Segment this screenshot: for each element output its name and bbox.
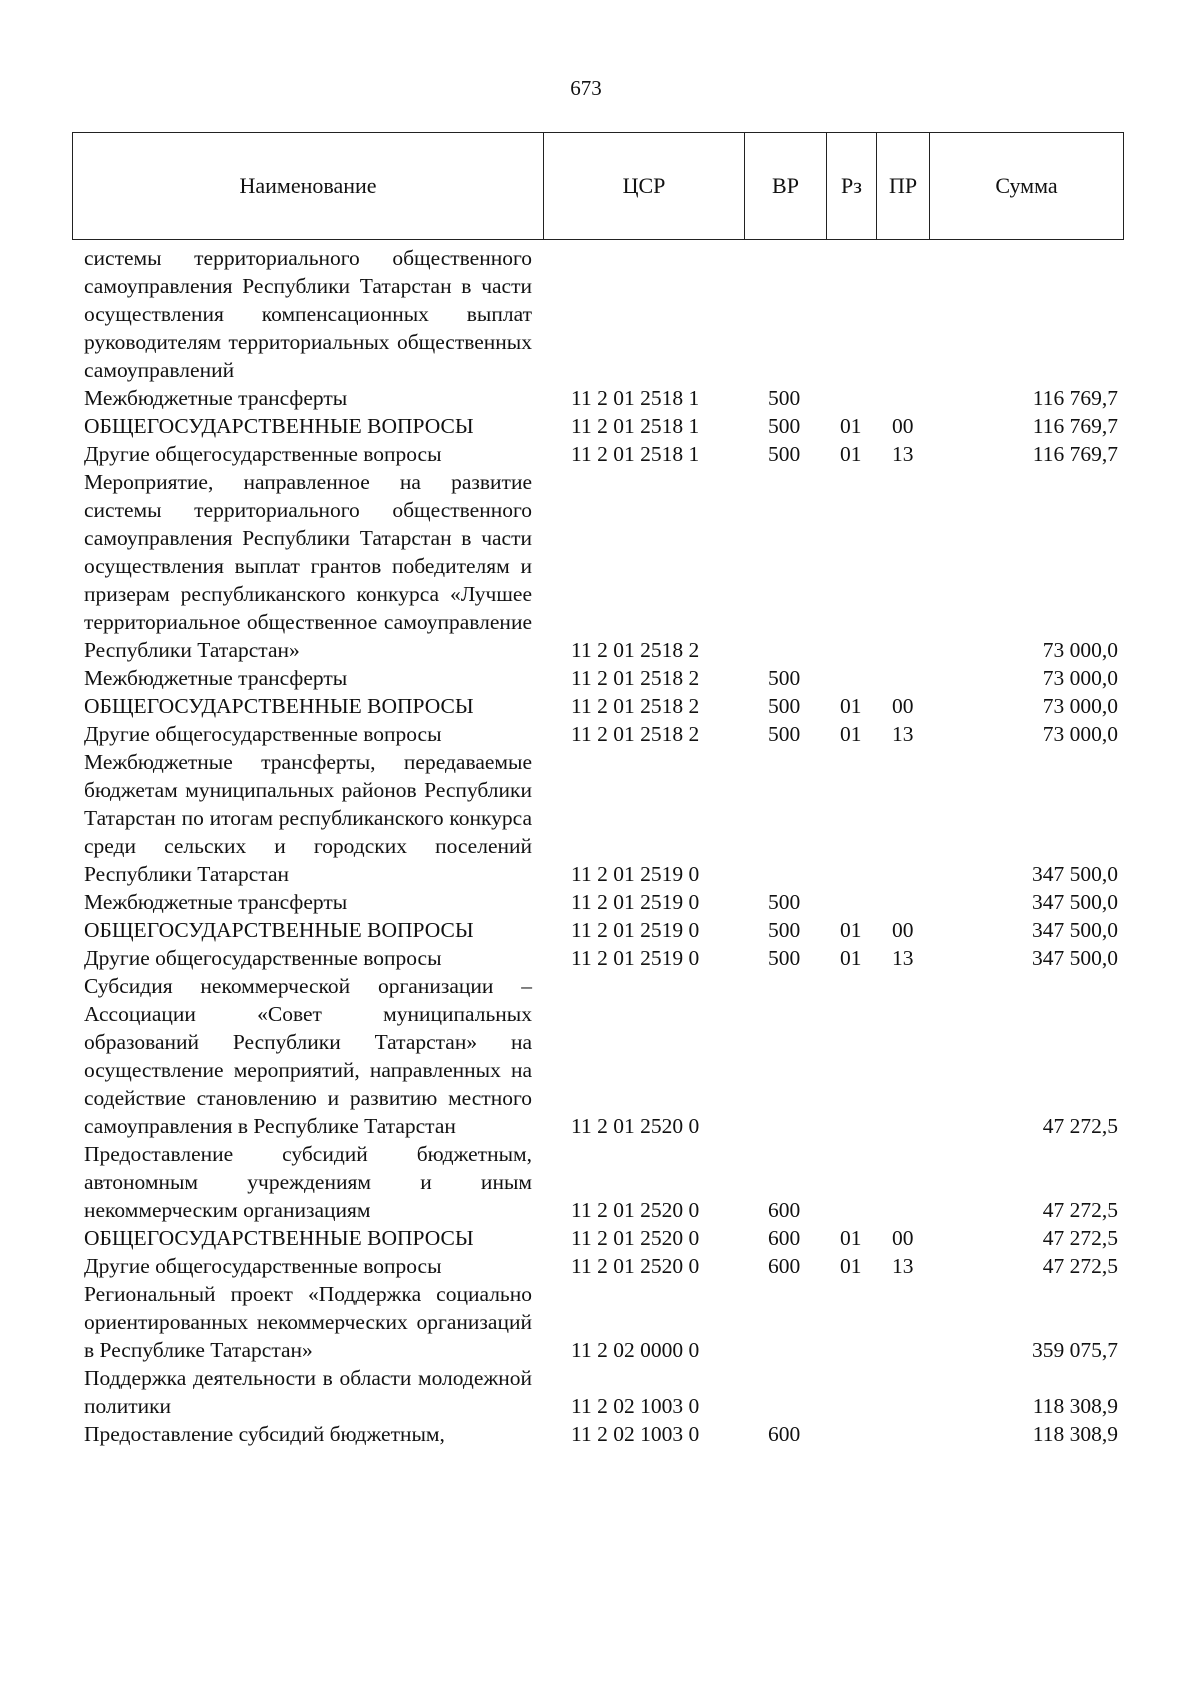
- cell-pr: 13: [892, 946, 914, 970]
- table-row: [0, 748, 1200, 888]
- cell-vr: 500: [768, 414, 801, 438]
- table-row: [0, 412, 1200, 440]
- cell-csr: 11 2 01 2519 0: [571, 862, 700, 886]
- cell-name: ОБЩЕГОСУДАРСТВЕННЫЕ ВОПРОСЫ: [84, 414, 474, 438]
- table-row: [0, 916, 1200, 944]
- cell-name: Межбюджетные трансферты: [84, 386, 348, 410]
- cell-sum: 347 500,0: [1032, 946, 1118, 970]
- cell-rz: 01: [840, 1254, 862, 1278]
- header-name: Наименование: [73, 133, 544, 239]
- cell-sum: 73 000,0: [1042, 694, 1118, 718]
- cell-pr: 13: [892, 722, 914, 746]
- cell-sum: 347 500,0: [1032, 890, 1118, 914]
- table-row: [0, 692, 1200, 720]
- cell-name: Мероприятие, направленное на развитие системы территориального общественного самоуправления Республики Татарстан в части осуществления выплат грантов победителям и призерам республиканского конкурса «Лучшее территориальное общественное самоуправление Республики Татарстан»: [84, 470, 532, 662]
- cell-name: Другие общегосударственные вопросы: [84, 1254, 442, 1278]
- cell-sum: 347 500,0: [1032, 862, 1118, 886]
- cell-pr: 00: [892, 1226, 914, 1250]
- cell-name: ОБЩЕГОСУДАРСТВЕННЫЕ ВОПРОСЫ: [84, 694, 474, 718]
- table-row: [0, 888, 1200, 916]
- cell-name: Межбюджетные трансферты, передаваемые бюджетам муниципальных районов Республики Татарстан по итогам республиканского конкурса среди сельских и городских поселений Республики Татарстан: [84, 750, 532, 886]
- table-row: [0, 944, 1200, 972]
- cell-sum: 47 272,5: [1042, 1254, 1118, 1278]
- cell-vr: 500: [768, 890, 801, 914]
- cell-vr: 600: [768, 1198, 801, 1222]
- table-row: [0, 1224, 1200, 1252]
- cell-name: Субсидия некоммерческой организации – Ассоциации «Совет муниципальных образований Республики Татарстан» на осуществление мероприятий, направленных на содействие становлению и развитию местного самоуправления в Республике Татарстан: [84, 974, 532, 1138]
- cell-csr: 11 2 02 1003 0: [571, 1422, 700, 1446]
- header-vr: ВР: [745, 133, 827, 239]
- cell-csr: 11 2 02 0000 0: [571, 1338, 700, 1362]
- cell-csr: 11 2 02 1003 0: [571, 1394, 700, 1418]
- table-row: [0, 720, 1200, 748]
- table-body: [0, 244, 1200, 1448]
- cell-pr: 00: [892, 414, 914, 438]
- cell-pr: 13: [892, 442, 914, 466]
- cell-csr: 11 2 01 2519 0: [571, 918, 700, 942]
- cell-rz: 01: [840, 946, 862, 970]
- cell-sum: 118 308,9: [1032, 1422, 1118, 1446]
- cell-name: Предоставление субсидий бюджетным,: [84, 1422, 445, 1446]
- cell-rz: 01: [840, 414, 862, 438]
- cell-vr: 600: [768, 1226, 801, 1250]
- cell-csr: 11 2 01 2519 0: [571, 946, 700, 970]
- table-row: [0, 664, 1200, 692]
- header-sum: Сумма: [995, 173, 1058, 198]
- header-csr: ЦСР: [544, 133, 745, 239]
- cell-sum: 73 000,0: [1042, 638, 1118, 662]
- cell-csr: 11 2 01 2518 2: [571, 694, 700, 718]
- cell-sum: 347 500,0: [1032, 918, 1118, 942]
- cell-pr: 13: [892, 1254, 914, 1278]
- page-number: 673: [570, 76, 602, 100]
- cell-vr: 500: [768, 918, 801, 942]
- table-row: [0, 1280, 1200, 1364]
- header-pr: ПР: [877, 133, 930, 239]
- cell-vr: 500: [768, 442, 801, 466]
- cell-csr: 11 2 01 2520 0: [571, 1114, 700, 1138]
- cell-vr: 500: [768, 946, 801, 970]
- cell-csr: 11 2 01 2520 0: [571, 1226, 700, 1250]
- cell-csr: 11 2 01 2518 2: [571, 666, 700, 690]
- cell-sum: 73 000,0: [1042, 722, 1118, 746]
- cell-vr: 500: [768, 722, 801, 746]
- table-row: [0, 468, 1200, 664]
- cell-name: Другие общегосударственные вопросы: [84, 442, 442, 466]
- cell-sum: 47 272,5: [1042, 1198, 1118, 1222]
- cell-csr: 11 2 01 2520 0: [571, 1198, 700, 1222]
- cell-rz: 01: [840, 918, 862, 942]
- table-row: [0, 244, 1200, 384]
- cell-name: ОБЩЕГОСУДАРСТВЕННЫЕ ВОПРОСЫ: [84, 1226, 474, 1250]
- cell-csr: 11 2 01 2518 1: [571, 386, 700, 410]
- cell-name: Поддержка деятельности в области молодежной политики: [84, 1366, 532, 1418]
- cell-rz: 01: [840, 694, 862, 718]
- cell-vr: 500: [768, 386, 801, 410]
- cell-pr: 00: [892, 918, 914, 942]
- cell-sum: 47 272,5: [1042, 1114, 1118, 1138]
- cell-vr: 500: [768, 666, 801, 690]
- cell-name: Предоставление субсидий бюджетным, автономным учреждениям и иным некоммерческим организациям: [84, 1142, 532, 1222]
- cell-csr: 11 2 01 2518 2: [571, 638, 700, 662]
- cell-sum: 116 769,7: [1032, 442, 1118, 466]
- cell-name: ОБЩЕГОСУДАРСТВЕННЫЕ ВОПРОСЫ: [84, 918, 474, 942]
- cell-name: Другие общегосударственные вопросы: [84, 946, 442, 970]
- cell-sum: 73 000,0: [1042, 666, 1118, 690]
- cell-sum: 47 272,5: [1042, 1226, 1118, 1250]
- cell-name: Другие общегосударственные вопросы: [84, 722, 442, 746]
- table-row: [0, 972, 1200, 1140]
- table-row: [0, 1252, 1200, 1280]
- header-rz: Рз: [827, 133, 877, 239]
- table-row: [0, 440, 1200, 468]
- cell-csr: 11 2 01 2518 2: [571, 722, 700, 746]
- cell-rz: 01: [840, 722, 862, 746]
- cell-name: Межбюджетные трансферты: [84, 890, 348, 914]
- cell-name: Региональный проект «Поддержка социально ориентированных некоммерческих организаций в Республике Татарстан»: [84, 1282, 532, 1362]
- cell-vr: 600: [768, 1254, 801, 1278]
- cell-pr: 00: [892, 694, 914, 718]
- cell-name: Межбюджетные трансферты: [84, 666, 348, 690]
- cell-vr: 500: [768, 694, 801, 718]
- cell-sum: 118 308,9: [1032, 1394, 1118, 1418]
- cell-sum: 116 769,7: [1032, 386, 1118, 410]
- cell-csr: 11 2 01 2518 1: [571, 442, 700, 466]
- cell-rz: 01: [840, 1226, 862, 1250]
- cell-vr: 600: [768, 1422, 801, 1446]
- table-header: [72, 132, 1124, 240]
- cell-csr: 11 2 01 2518 1: [571, 414, 700, 438]
- cell-sum: 116 769,7: [1032, 414, 1118, 438]
- cell-csr: 11 2 01 2520 0: [571, 1254, 700, 1278]
- cell-rz: 01: [840, 442, 862, 466]
- cell-name: системы территориального общественного самоуправления Республики Татарстан в части осуществления компенсационных выплат руководителям территориальных общественных самоуправлений: [84, 246, 532, 382]
- cell-sum: 359 075,7: [1032, 1338, 1118, 1362]
- cell-csr: 11 2 01 2519 0: [571, 890, 700, 914]
- table-row: [0, 1364, 1200, 1420]
- table-row: [0, 1420, 1200, 1448]
- table-row: [0, 384, 1200, 412]
- table-row: [0, 1140, 1200, 1224]
